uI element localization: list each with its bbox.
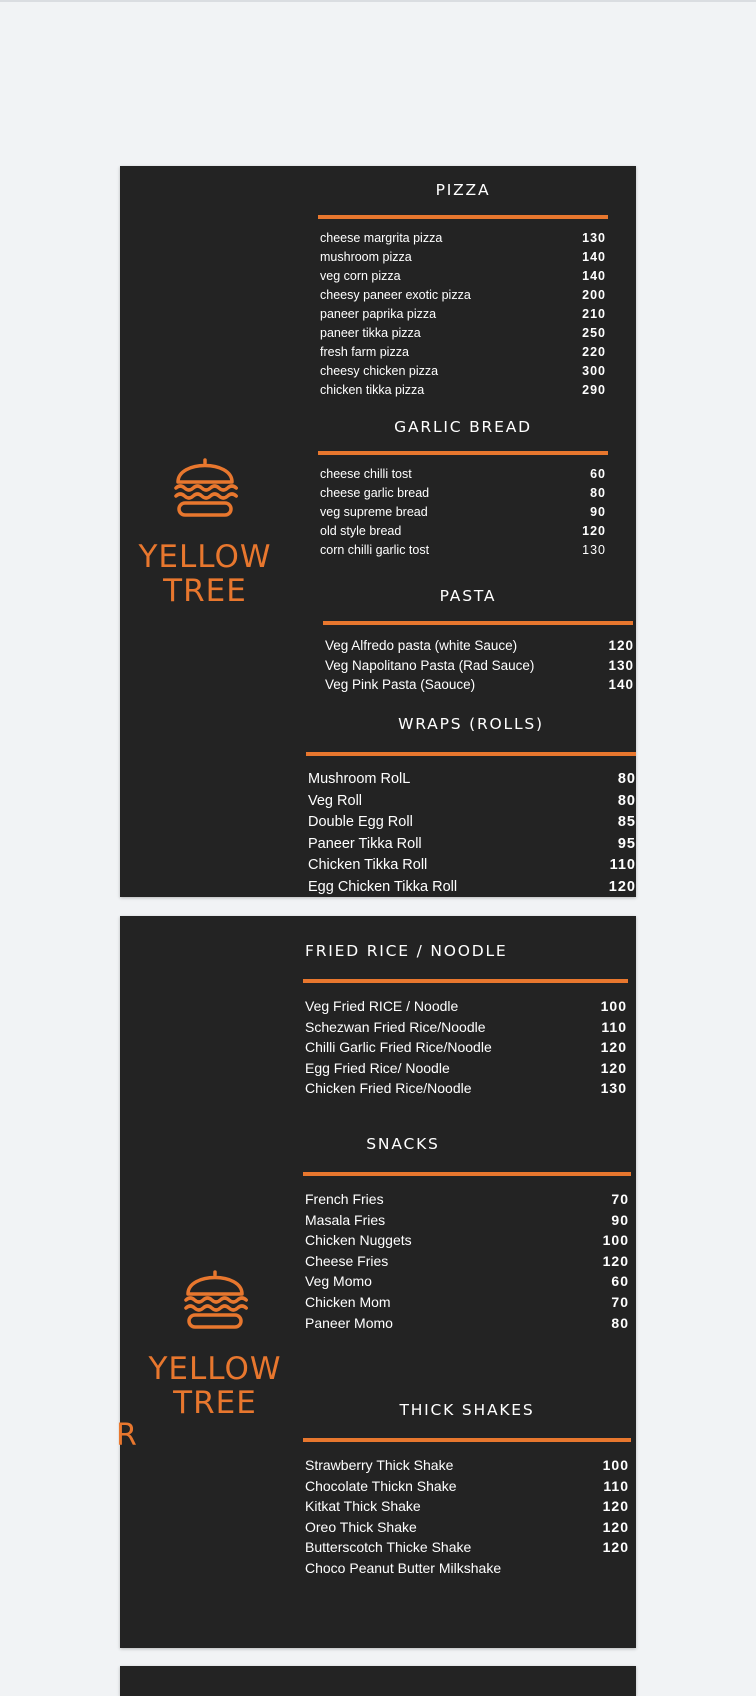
- item-name: veg supreme bread: [320, 505, 428, 519]
- section-divider: [303, 1172, 631, 1176]
- item-name: Masala Fries: [305, 1211, 386, 1228]
- section-title-pizza: PIZZA: [435, 181, 491, 199]
- menu-page-2: [116, 916, 636, 1648]
- item-price: 290: [582, 383, 606, 397]
- list-item: [305, 1496, 629, 1517]
- list-item: [325, 656, 634, 676]
- list-item: [308, 877, 636, 899]
- item-name: Double Egg Roll: [308, 814, 413, 830]
- list-item: [320, 362, 606, 381]
- item-name: cheese margrita pizza: [320, 231, 443, 245]
- menu-page-1: [120, 166, 636, 897]
- item-price: 80: [617, 771, 636, 787]
- item-name: Oreo Thick Shake: [305, 1518, 417, 1535]
- item-price: 250: [582, 326, 606, 340]
- item-price: 130: [582, 543, 606, 557]
- item-price: 120: [608, 878, 636, 895]
- item-name: cheesy chicken pizza: [320, 364, 439, 378]
- pasta-list: [325, 636, 634, 695]
- list-item: [305, 1251, 629, 1272]
- section-title-snacks: SNACKS: [366, 1135, 440, 1153]
- list-item: [320, 305, 606, 324]
- item-name: Veg Fried RICE / Noodle: [305, 998, 459, 1014]
- item-name: Veg Pink Pasta (Saouce): [325, 677, 476, 692]
- item-price: 100: [602, 1232, 629, 1249]
- brand-line-2: TREE: [173, 1385, 257, 1421]
- item-price: 100: [602, 1457, 629, 1473]
- list-item: [305, 1476, 629, 1497]
- item-name: paneer tikka pizza: [320, 326, 421, 340]
- list-item: [308, 855, 636, 877]
- list-item: [320, 343, 606, 362]
- item-name: Chicken Mom: [305, 1293, 391, 1310]
- list-item: [305, 1517, 629, 1538]
- list-item: [320, 541, 606, 560]
- burger-icon: [183, 1266, 247, 1330]
- list-item: [320, 229, 606, 248]
- brand-logo: [130, 454, 280, 608]
- list-item: [320, 503, 606, 522]
- item-name: Egg Fried Rice/ Noodle: [305, 1059, 450, 1076]
- list-item: [305, 1558, 629, 1579]
- section-divider: [303, 979, 628, 983]
- section-title-pasta: PASTA: [439, 587, 497, 605]
- item-price: 70: [611, 1191, 629, 1207]
- item-name: Choco Peanut Butter Milkshake: [305, 1559, 502, 1576]
- item-name: veg corn pizza: [320, 269, 401, 283]
- item-name: Chicken Fried Rice/Noodle: [305, 1080, 472, 1097]
- section-divider: [323, 621, 633, 625]
- item-price: 80: [611, 1314, 629, 1331]
- list-item: [305, 1455, 629, 1476]
- item-name: Strawberry Thick Shake: [305, 1457, 454, 1473]
- item-name: Veg Momo: [305, 1273, 372, 1290]
- item-name: Cheese Fries: [305, 1252, 389, 1269]
- section-divider: [303, 1438, 631, 1442]
- list-item: [305, 996, 627, 1017]
- list-item: [320, 248, 606, 267]
- item-price: 70: [611, 1293, 629, 1310]
- item-price: 90: [590, 505, 606, 519]
- item-name: paneer paprika pizza: [320, 307, 437, 321]
- section-title-garlic-bread: GARLIC BREAD: [394, 418, 532, 436]
- item-price: 130: [600, 1080, 627, 1097]
- section-divider: [318, 215, 608, 219]
- item-price: 300: [582, 364, 606, 378]
- item-name: Chicken Nuggets: [305, 1232, 412, 1249]
- item-name: cheese garlic bread: [320, 486, 430, 500]
- brand-line-1: YELLOW: [148, 1351, 282, 1387]
- item-price: 60: [590, 467, 606, 481]
- list-item: [320, 267, 606, 286]
- item-price: 120: [600, 1039, 627, 1056]
- list-item: [308, 812, 636, 834]
- clipped-letter: R: [116, 1418, 137, 1453]
- brand-logo: [140, 1266, 290, 1420]
- item-name: old style bread: [320, 524, 402, 538]
- item-price: 140: [582, 269, 606, 283]
- brand-line-2: TREE: [163, 573, 247, 609]
- list-item: [325, 675, 634, 695]
- item-name: cheese chilli tost: [320, 467, 412, 481]
- menu-page-3: [120, 1666, 636, 1696]
- list-item: [305, 1210, 629, 1231]
- item-price: 110: [609, 857, 636, 873]
- item-name: Paneer Tikka Roll: [308, 835, 422, 852]
- burger-icon: [173, 454, 237, 518]
- item-price: 140: [582, 250, 606, 264]
- item-price: 120: [602, 1518, 629, 1535]
- section-title-thick-shakes: THICK SHAKES: [399, 1401, 535, 1419]
- item-name: Egg Chicken Tikka Roll: [308, 878, 458, 895]
- item-price: 80: [590, 486, 606, 500]
- item-name: mushroom pizza: [320, 250, 412, 264]
- list-item: [305, 1189, 629, 1210]
- item-price: 130: [582, 231, 606, 245]
- item-name: Butterscotch Thicke Shake: [305, 1539, 472, 1556]
- list-item: [320, 522, 606, 541]
- item-price: 120: [602, 1539, 629, 1556]
- item-price: 120: [602, 1498, 629, 1515]
- item-name: Kitkat Thick Shake: [305, 1498, 421, 1515]
- item-name: chicken tikka pizza: [320, 383, 425, 397]
- section-title-wraps: WRAPS (ROLLS): [398, 715, 544, 733]
- item-price: 210: [582, 307, 606, 321]
- brand-line-1: YELLOW: [138, 539, 272, 575]
- list-item: [325, 636, 634, 656]
- section-title-fried-rice: FRIED RICE / NOODLE: [305, 942, 508, 960]
- section-divider: [318, 451, 608, 455]
- item-name: Paneer Momo: [305, 1314, 393, 1331]
- snacks-list: [305, 1189, 629, 1333]
- list-item: [320, 286, 606, 305]
- list-item: [308, 791, 636, 813]
- item-name: corn chilli garlic tost: [320, 543, 430, 557]
- item-name: Chilli Garlic Fried Rice/Noodle: [305, 1039, 492, 1056]
- item-price: 120: [600, 1059, 627, 1076]
- garlic-bread-list: [320, 465, 606, 560]
- item-name: fresh farm pizza: [320, 345, 409, 359]
- item-price: 220: [582, 345, 606, 359]
- item-price: 120: [582, 524, 606, 538]
- list-item: [305, 1271, 629, 1292]
- pizza-list: [320, 229, 606, 400]
- list-item: [320, 381, 606, 400]
- item-price: 100: [600, 998, 627, 1014]
- item-price: 95: [617, 835, 636, 852]
- viewer-top-border: [0, 0, 756, 2]
- thick-shakes-list: [305, 1455, 629, 1579]
- list-item: [320, 324, 606, 343]
- list-item: [305, 1017, 627, 1038]
- wraps-list: [308, 769, 636, 898]
- item-price: 120: [602, 1252, 629, 1269]
- list-item: [305, 1230, 629, 1251]
- list-item: [320, 484, 606, 503]
- list-item: [320, 465, 606, 484]
- item-price: 140: [608, 677, 634, 692]
- list-item: [305, 1313, 629, 1334]
- list-item: [305, 1292, 629, 1313]
- list-item: [305, 1037, 627, 1058]
- item-name: French Fries: [305, 1191, 384, 1207]
- item-price: 200: [582, 288, 606, 302]
- item-name: cheesy paneer exotic pizza: [320, 288, 471, 302]
- item-name: Mushroom RolL: [308, 771, 411, 787]
- item-name: Chocolate Thickn Shake: [305, 1477, 457, 1494]
- list-item: [308, 834, 636, 856]
- item-name: Chicken Tikka Roll: [308, 857, 428, 873]
- item-price: 110: [603, 1477, 629, 1494]
- fried-rice-list: [305, 996, 627, 1099]
- item-price: 110: [601, 1018, 627, 1035]
- section-divider: [306, 752, 636, 756]
- item-price: 85: [617, 814, 636, 830]
- item-price: 80: [617, 792, 636, 809]
- list-item: [305, 1078, 627, 1099]
- item-name: Veg Alfredo pasta (white Sauce): [325, 638, 518, 653]
- item-name: Veg Napolitano Pasta (Rad Sauce): [325, 657, 535, 673]
- list-item: [308, 769, 636, 791]
- list-item: [305, 1058, 627, 1079]
- item-name: Veg Roll: [308, 792, 363, 809]
- item-price: 60: [611, 1273, 629, 1290]
- item-name: Schezwan Fried Rice/Noodle: [305, 1018, 486, 1035]
- item-price: 120: [608, 638, 634, 653]
- item-price: 130: [608, 657, 634, 673]
- list-item: [305, 1537, 629, 1558]
- item-price: 90: [611, 1211, 629, 1228]
